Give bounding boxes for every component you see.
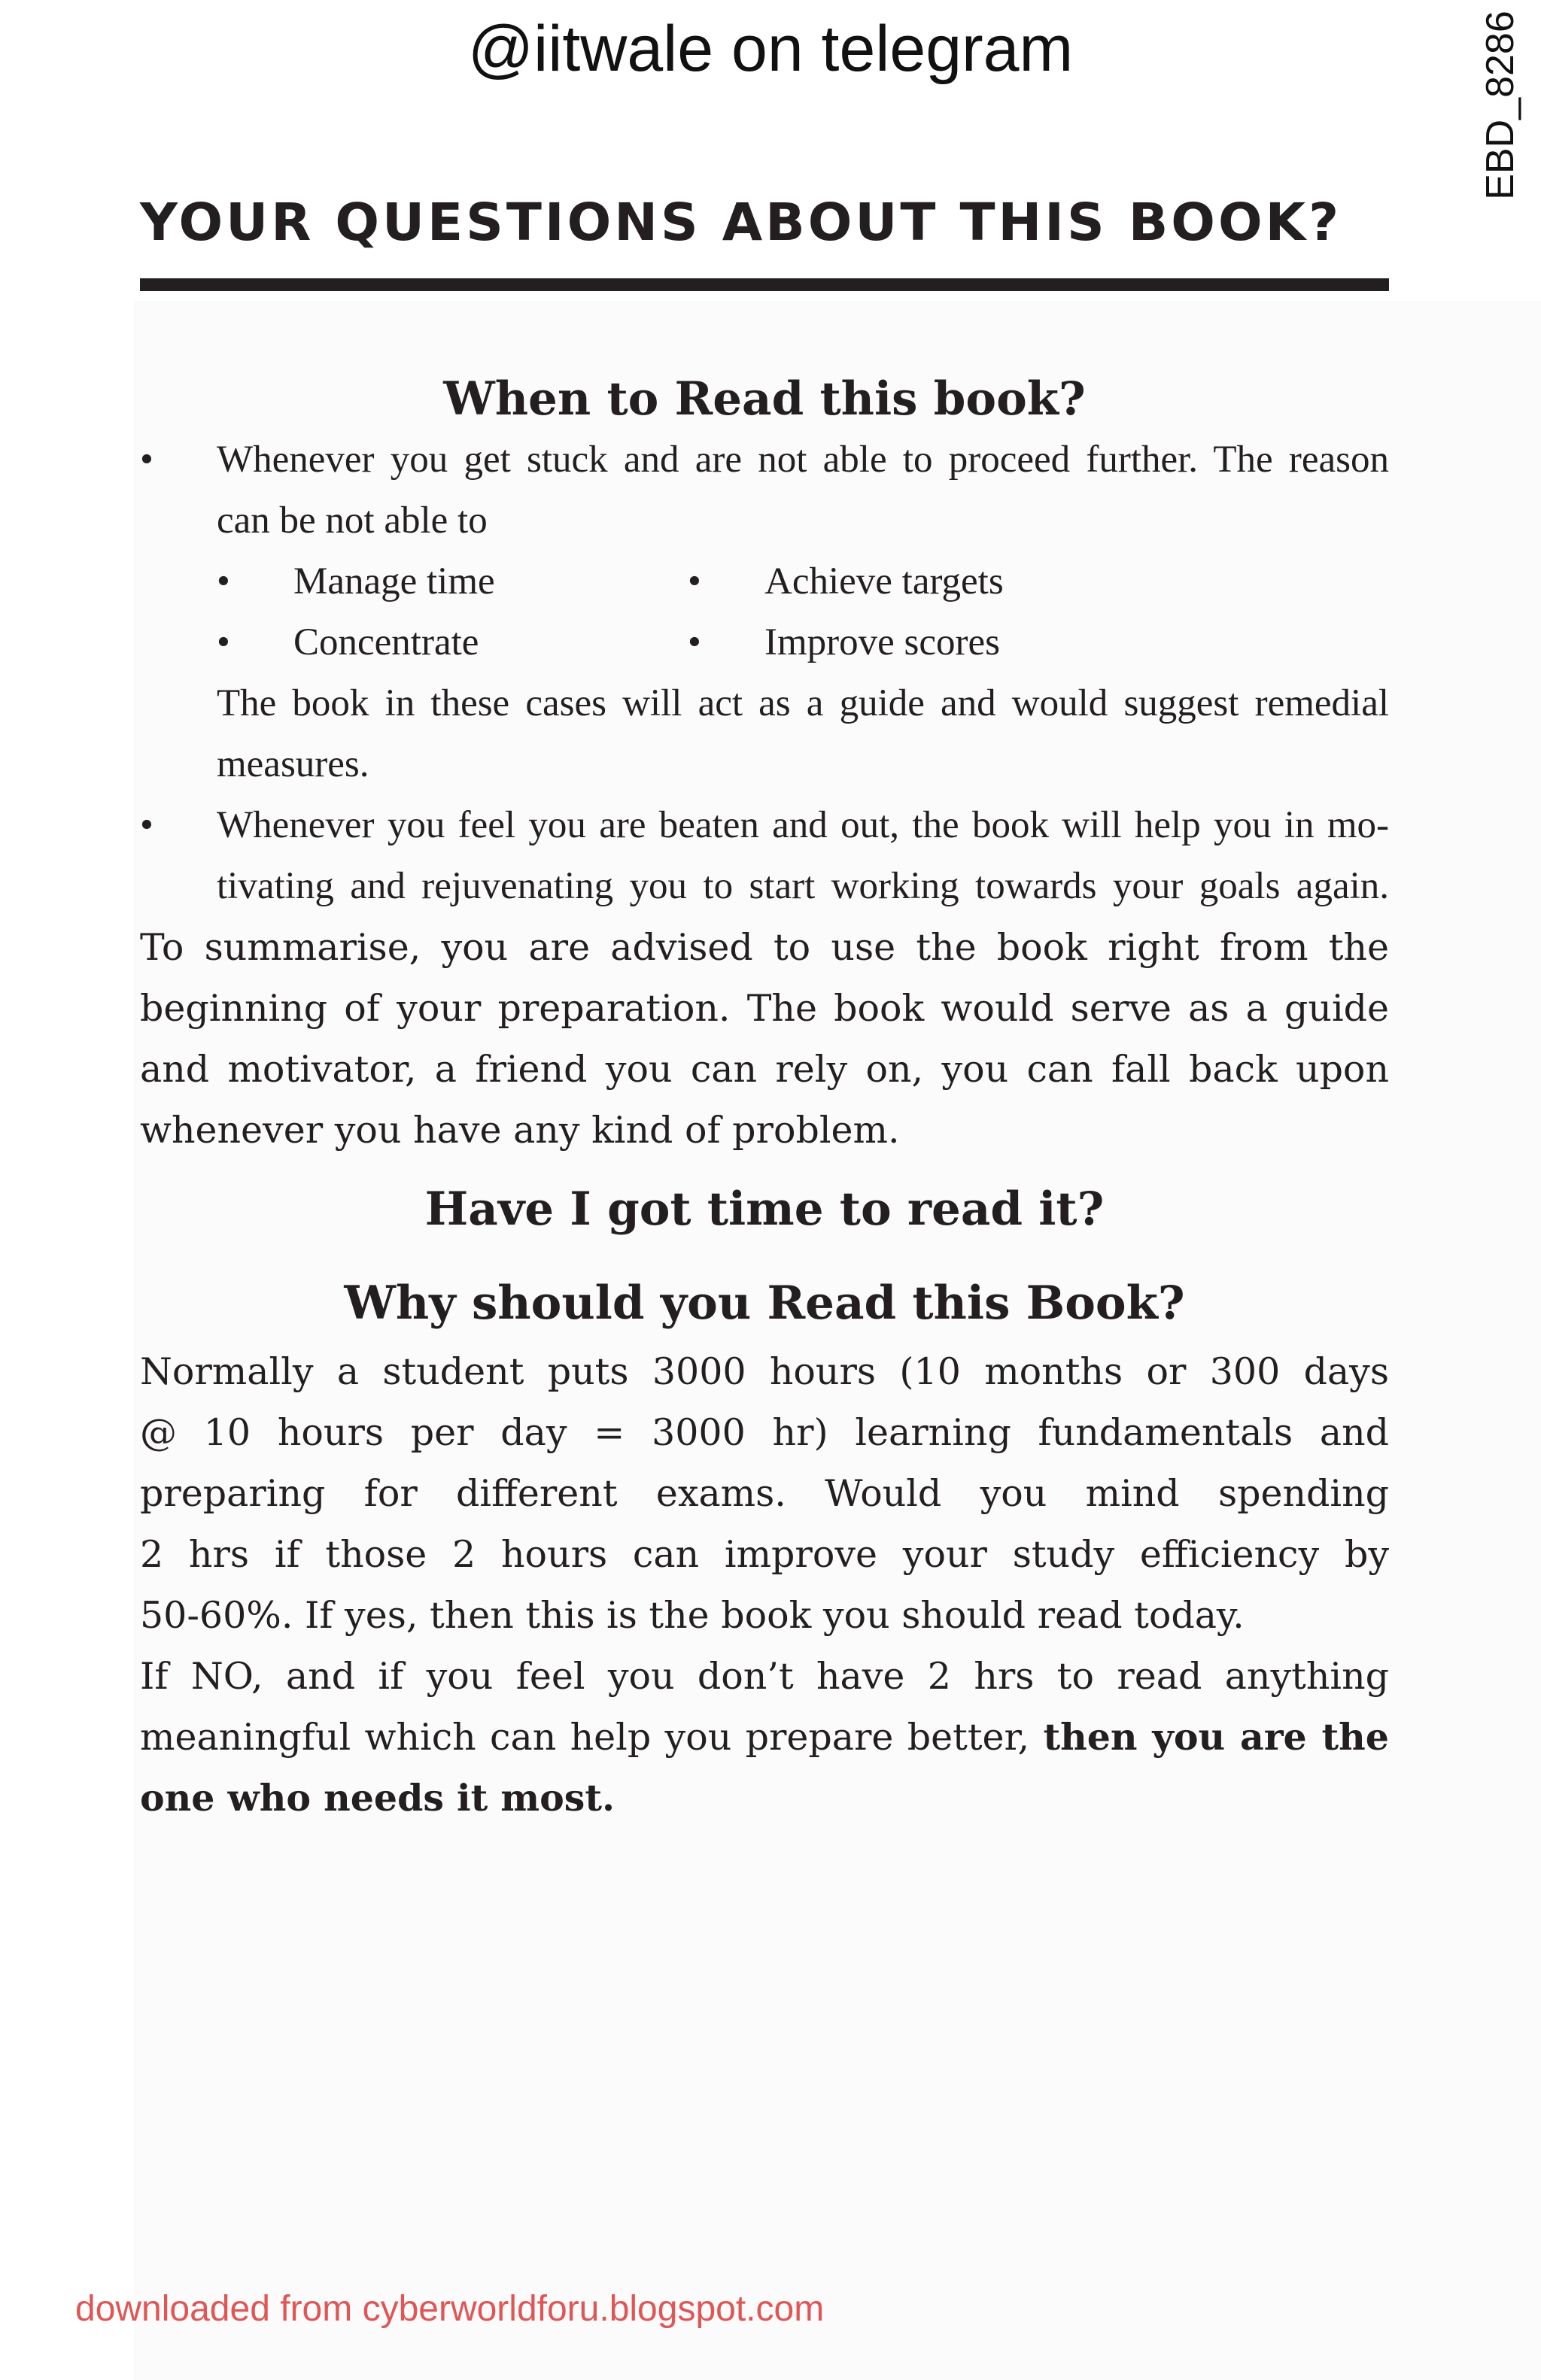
bullet-icon: • [140, 439, 153, 481]
paragraph-line: preparing for different exams. Would you mind spending [140, 1472, 1389, 1515]
page-content [140, 369, 1389, 1829]
sub-bullet-list [217, 551, 1389, 673]
bullet-text-line: tivating and rejuvenating you to start working towards your goals again. [217, 865, 1389, 907]
emphasis-text: then you are the [1043, 1715, 1389, 1759]
bullet-icon: • [688, 621, 701, 663]
download-source-link[interactable]: downloaded from cyberworldforu.blogspot.com [75, 2289, 825, 2329]
section-title-time: Have I got time to read it? [424, 1182, 1105, 1236]
paragraph-line: 2 hrs if those 2 hours can improve your study efficiency by [140, 1533, 1389, 1576]
bullet-icon: • [140, 804, 153, 846]
paragraph-line: @ 10 hours per day = 3000 hr) learning fundamentals and [140, 1411, 1389, 1454]
paragraph-line: whenever you have any kind of problem. [140, 1109, 900, 1152]
guide-text-line: The book in these cases will act as a guide and would suggest remedial [217, 682, 1389, 724]
bullet-icon: • [217, 560, 230, 603]
sub-bullet-label: Concentrate [293, 621, 479, 663]
bullet-text-line: Whenever you feel you are beaten and out, the book will help you in mo- [217, 804, 1389, 846]
guide-text-line: measures. [217, 743, 369, 785]
heading-rule [140, 278, 1389, 291]
telegram-watermark: @iitwale on telegram [467, 13, 1074, 85]
bullet-text-line: Whenever you get stuck and are not able to proceed further. The reason [217, 439, 1389, 481]
why-paragraph [140, 1341, 1389, 1646]
paragraph-line: Normally a student puts 3000 hours (10 months or 300 days [140, 1350, 1389, 1393]
sub-bullet-item [217, 551, 688, 612]
bullet-item-stuck [140, 430, 1389, 795]
paragraph-line: To summarise, you are advised to use the book right from the [140, 926, 1389, 969]
paragraph-text: meaningful which can help you prepare better, [140, 1716, 1044, 1759]
section-title-when: When to Read this book? [443, 372, 1086, 426]
page-code-container [1469, 0, 1532, 218]
summary-paragraph [140, 917, 1389, 1161]
paragraph-line: 50-60%. If yes, then this is the book you should read today. [140, 1594, 1245, 1637]
bullet-icon: • [217, 621, 230, 663]
sub-bullet-item [688, 551, 1159, 612]
sub-bullet-item [688, 612, 1159, 673]
bullet-text-line: can be not able to [217, 499, 488, 542]
paragraph-line: If NO, and if you feel you don’t have 2 hrs to read anything [140, 1655, 1389, 1698]
sub-bullet-label: Manage time [293, 560, 495, 603]
paragraph-line: and motivator, a friend you can rely on, you can fall back upon [140, 1048, 1389, 1091]
paragraph-line: beginning of your preparation. The book would serve as a guide [140, 987, 1389, 1030]
sub-bullet-label: Improve scores [764, 621, 1000, 663]
paragraph-line [140, 1707, 1389, 1768]
bullet-icon: • [688, 560, 701, 603]
page-heading: YOUR QUESTIONS ABOUT THIS BOOK? [140, 193, 1342, 253]
sub-bullet-label: Achieve targets [764, 560, 1004, 603]
emphasis-line: one who needs it most. [140, 1776, 615, 1820]
section-title-why: Why should you Read this Book? [344, 1277, 1185, 1330]
page-code: EBD_8286 [1479, 11, 1522, 200]
bullet-item-beaten [140, 795, 1389, 917]
sub-bullet-item [217, 612, 688, 673]
if-no-paragraph [140, 1646, 1389, 1829]
